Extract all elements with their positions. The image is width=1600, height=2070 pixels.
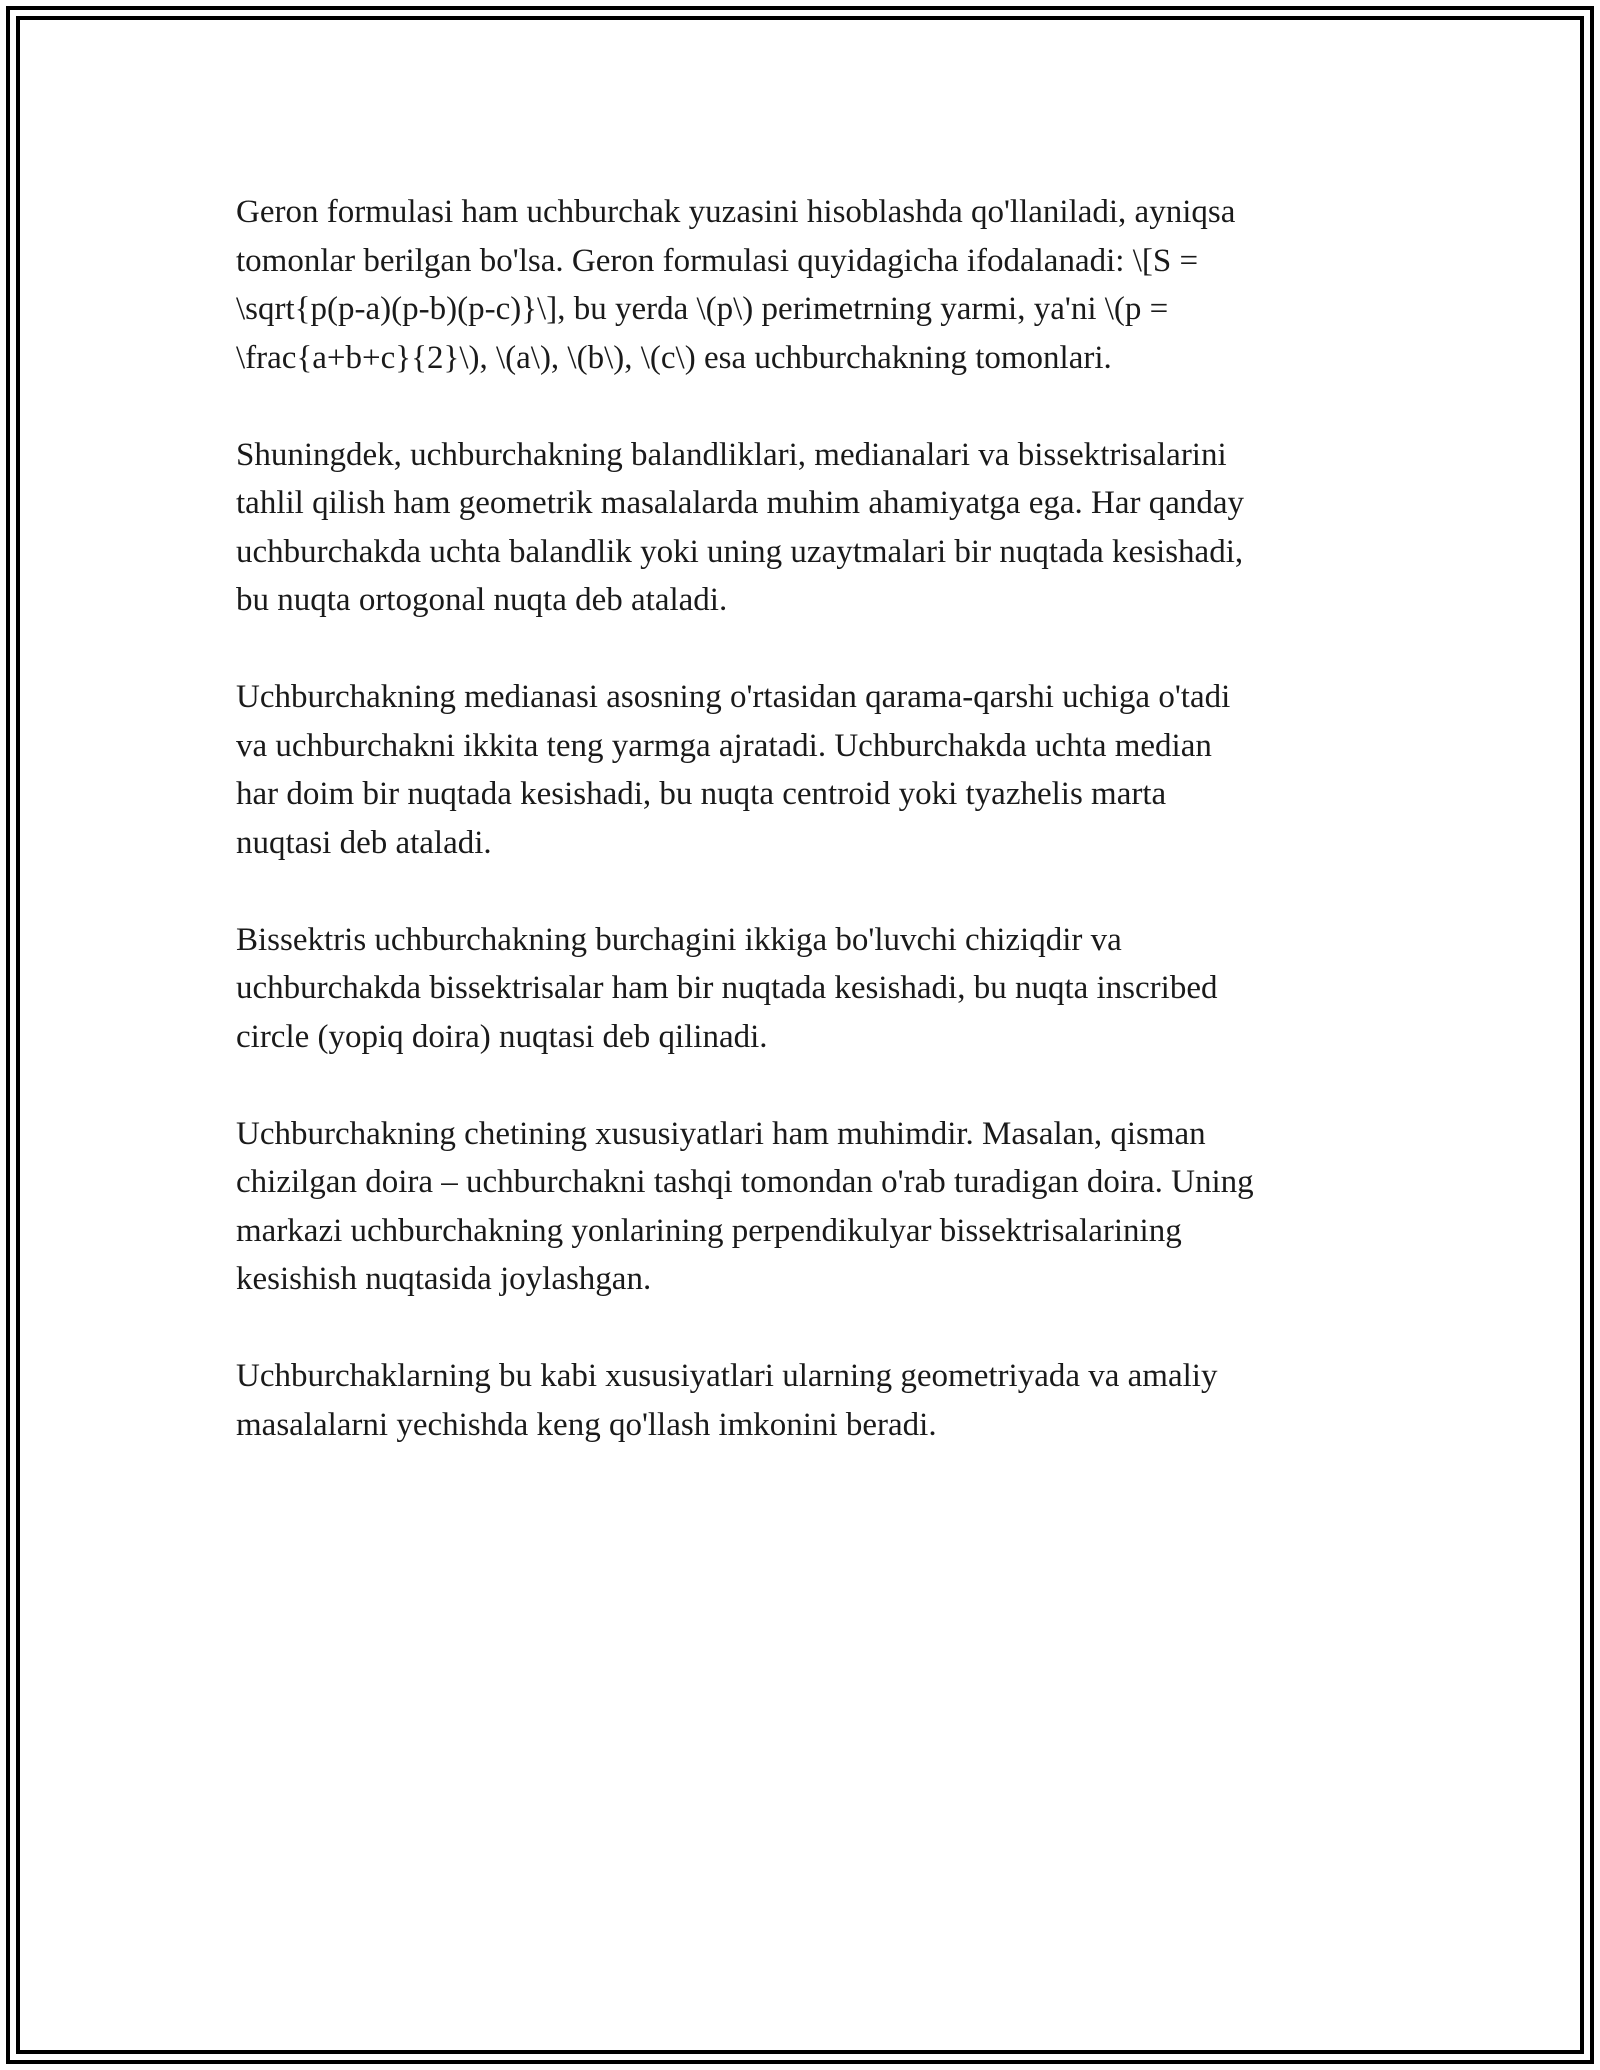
- paragraph-altitudes: Shuningdek, uchburchakning balandliklari, medianalari va bissektrisalarini tahlil qilish ham geometrik masalalarda muhim ahamiyatga ega. Har qanday uchburchakda uchta balandlik yoki uning uzaytmalari bir nuqtada kesishadi, bu nuqta ortogonal nuqta deb ataladi.: [236, 436, 1244, 618]
- paragraph-circumcircle: Uchburchakning chetining xususiyatlari ham muhimdir. Masalan, qisman chizilgan doira – uchburchakni tashqi tomondan o'rab turadigan doira. Uning markazi uchburchakning yonlarining perpendikulyar bissektrisalarining kesishish nuqtasida joylashgan.: [236, 1115, 1254, 1297]
- paragraph-medians: Uchburchakning medianasi asosning o'rtasidan qarama-qarshi uchiga o'tadi va uchburchakni ikkita teng yarmga ajratadi. Uchburchakda uchta median har doim bir nuqtada kesishadi, bu nuqta centroid yoki tyazhelis marta nuqtasi deb ataladi.: [236, 679, 1231, 861]
- paragraph-conclusion: Uchburchaklarning bu kabi xususiyatlari ularning geometriyada va amaliy masalalarni yechishda keng qo'llash imkonini beradi.: [236, 1358, 1218, 1443]
- paragraph-heron-formula: Geron formulasi ham uchburchak yuzasini hisoblashda qo'llaniladi, ayniqsa tomonlar berilgan bo'lsa. Geron formulasi quyidagicha ifodalanadi: \[S = \sqrt{p(p-a)(p-b)(p-c)}\], bu yerda \(p\) perimetrning yarmi, ya'ni \(p = \frac{a+b+c}{2}\), \(a\), \(b\), \(c\) esa uchburchakning tomonlari.: [236, 194, 1236, 376]
- document-body: [236, 188, 1376, 1498]
- paragraph-bisectors: Bissektris uchburchakning burchagini ikkiga bo'luvchi chiziqdir va uchburchakda bissektrisalar ham bir nuqtada kesishadi, bu nuqta inscribed circle (yopiq doira) nuqtasi deb qilinadi.: [236, 921, 1218, 1055]
